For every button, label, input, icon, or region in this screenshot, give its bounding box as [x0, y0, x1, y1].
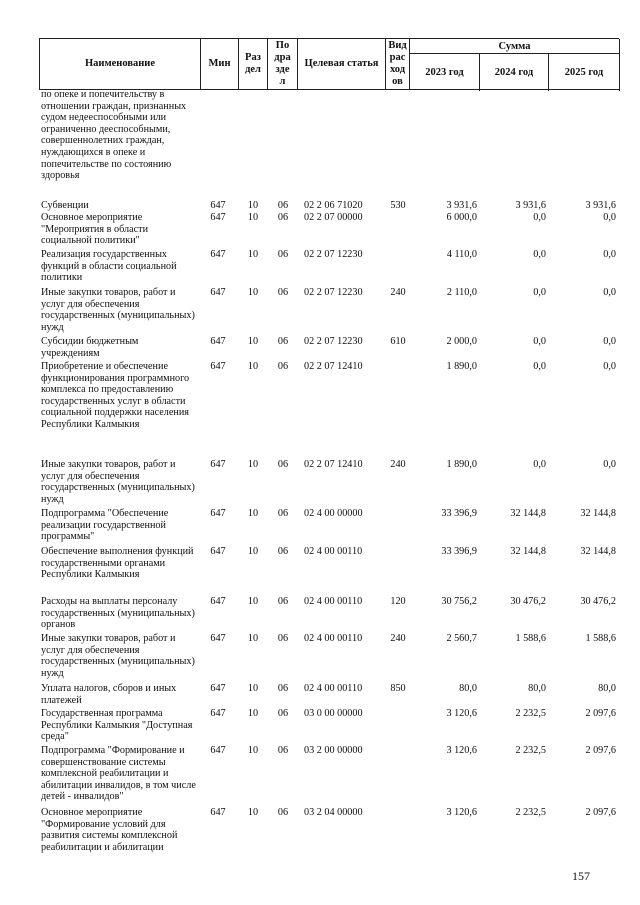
row-podrazdel: 06	[277, 508, 289, 519]
row-2024: 2 232,5	[515, 708, 546, 719]
row-2025: 3 931,6	[585, 200, 616, 211]
row-2024: 0,0	[533, 361, 546, 372]
row-razdel: 10	[247, 459, 259, 470]
row-vid: 530	[390, 200, 406, 211]
table-header	[39, 38, 619, 90]
row-razdel: 10	[247, 249, 259, 260]
row-2025: 0,0	[603, 459, 616, 470]
row-2025: 30 476,2	[580, 596, 616, 607]
row-min: 647	[210, 459, 226, 470]
row-2025: 0,0	[603, 336, 616, 347]
row-podrazdel: 06	[277, 200, 289, 211]
row-celevaya: 02 2 07 12230	[304, 336, 363, 347]
row-2023: 33 396,9	[441, 546, 477, 557]
row-2025: 0,0	[603, 212, 616, 223]
row-min: 647	[210, 200, 226, 211]
row-2023: 4 110,0	[446, 249, 477, 260]
row-2023: 30 756,2	[441, 596, 477, 607]
row-name: Основное мероприятие "Мероприятия в области социальной политики"	[41, 212, 149, 247]
header-2025: 2025 год	[564, 67, 604, 78]
row-razdel: 10	[247, 336, 259, 347]
row-min: 647	[210, 807, 226, 818]
row-celevaya: 02 2 07 12410	[304, 459, 363, 470]
row-name: Государственная программа Республики Калмыкия "Доступная среда"	[41, 708, 193, 743]
row-min: 647	[210, 633, 226, 644]
row-celevaya: 02 2 06 71020	[304, 200, 363, 211]
row-min: 647	[210, 508, 226, 519]
row-2024: 0,0	[533, 287, 546, 298]
row-name: Обеспечение выполнения функций государственными органами Республики Калмыкия	[41, 546, 194, 581]
row-podrazdel: 06	[277, 459, 289, 470]
row-2025: 0,0	[603, 249, 616, 260]
row-2025: 2 097,6	[585, 708, 616, 719]
row-celevaya: 03 0 00 00000	[304, 708, 363, 719]
row-podrazdel: 06	[277, 596, 289, 607]
row-2023: 3 931,6	[446, 200, 477, 211]
row-celevaya: 02 2 07 12230	[304, 287, 363, 298]
header-min: Мин	[201, 39, 239, 89]
row-razdel: 10	[247, 708, 259, 719]
row-name: Подпрограмма "Обеспечение реализации государственной программы"	[41, 508, 169, 543]
row-2023: 2 110,0	[446, 287, 477, 298]
row-vid: 240	[390, 633, 406, 644]
row-2025: 80,0	[598, 683, 616, 694]
row-celevaya: 03 2 00 00000	[304, 745, 363, 756]
row-razdel: 10	[247, 287, 259, 298]
row-min: 647	[210, 287, 226, 298]
row-min: 647	[210, 546, 226, 557]
row-celevaya: 02 4 00 00110	[304, 546, 363, 557]
row-2025: 0,0	[603, 361, 616, 372]
row-vid: 240	[390, 459, 406, 470]
row-2024: 2 232,5	[515, 745, 546, 756]
row-2024: 1 588,6	[515, 633, 546, 644]
row-2023: 2 560,7	[446, 633, 477, 644]
row-2024: 0,0	[533, 212, 546, 223]
row-name: Уплата налогов, сборов и иных платежей	[41, 683, 177, 706]
row-podrazdel: 06	[277, 249, 289, 260]
row-name: Расходы на выплаты персоналу государственных (муниципальных) органов	[41, 596, 195, 631]
row-celevaya: 02 2 07 12410	[304, 361, 363, 372]
header-razdel: Раз дел	[239, 39, 268, 89]
row-2023: 33 396,9	[441, 508, 477, 519]
row-razdel: 10	[247, 200, 259, 211]
row-min: 647	[210, 745, 226, 756]
row-razdel: 10	[247, 212, 259, 223]
row-razdel: 10	[247, 361, 259, 372]
row-celevaya: 02 4 00 00110	[304, 596, 363, 607]
row-min: 647	[210, 336, 226, 347]
row-2024: 80,0	[528, 683, 546, 694]
row-celevaya: 02 2 07 12230	[304, 249, 363, 260]
row-2024: 2 232,5	[515, 807, 546, 818]
row-2023: 3 120,6	[446, 807, 477, 818]
header-2024: 2024 год	[480, 54, 549, 91]
row-podrazdel: 06	[277, 807, 289, 818]
header-name: Наименование	[40, 39, 201, 89]
row-razdel: 10	[247, 633, 259, 644]
row-name: Приобретение и обеспечение функционирования программного комплекса по предоставлению государственных услуг в области социальной поддержки населения Республики Калмыкия	[41, 361, 190, 430]
header-summa: Сумма	[410, 39, 619, 54]
row-2024: 0,0	[533, 249, 546, 260]
page-number: 157	[572, 869, 590, 883]
row-podrazdel: 06	[277, 212, 289, 223]
row-2025: 32 144,8	[580, 508, 616, 519]
row-name: Основное мероприятие "Формирование условий для развития системы комплексной реабилитации и абилитации	[41, 807, 178, 853]
header-celevaya: Целевая статья	[298, 39, 386, 89]
row-2025: 1 588,6	[585, 633, 616, 644]
row-razdel: 10	[247, 508, 259, 519]
row-2023: 3 120,6	[446, 745, 477, 756]
row-podrazdel: 06	[277, 633, 289, 644]
row-min: 647	[210, 596, 226, 607]
row-vid: 240	[390, 287, 406, 298]
row-min: 647	[210, 708, 226, 719]
header-2023: 2023 год	[410, 54, 480, 91]
row-celevaya: 02 4 00 00110	[304, 683, 363, 694]
row-2023: 2 000,0	[446, 336, 477, 347]
row-2023: 6 000,0	[446, 212, 477, 223]
row-name: Субвенции	[41, 200, 89, 211]
row-2023: 1 890,0	[446, 459, 477, 470]
row-podrazdel: 06	[277, 287, 289, 298]
row-2023: 80,0	[459, 683, 477, 694]
row-name: Реализация государственных функций в области социальной политики	[41, 249, 177, 284]
header-vid: Вид рас ход ов	[386, 39, 410, 89]
row-podrazdel: 06	[277, 745, 289, 756]
row-celevaya: 02 4 00 00000	[304, 508, 363, 519]
row-2024: 0,0	[533, 336, 546, 347]
row-2025: 2 097,6	[585, 807, 616, 818]
row-podrazdel: 06	[277, 361, 289, 372]
row-2024: 3 931,6	[515, 200, 546, 211]
row-name: Иные закупки товаров, работ и услуг для обеспечения государственных (муниципальных) нужд	[41, 287, 195, 333]
row-name: Иные закупки товаров, работ и услуг для обеспечения государственных (муниципальных) нужд	[41, 633, 195, 679]
row-razdel: 10	[247, 683, 259, 694]
row-2024: 0,0	[533, 459, 546, 470]
row-2024: 30 476,2	[510, 596, 546, 607]
row-min: 647	[210, 683, 226, 694]
row-vid: 610	[390, 336, 406, 347]
row-vid: 850	[390, 683, 406, 694]
row-2025: 0,0	[603, 287, 616, 298]
row-podrazdel: 06	[277, 683, 289, 694]
row-celevaya: 03 2 04 00000	[304, 807, 363, 818]
row-razdel: 10	[247, 745, 259, 756]
row-2025: 2 097,6	[585, 745, 616, 756]
row-razdel: 10	[247, 546, 259, 557]
row-name: Субсидии бюджетным учреждениям	[41, 336, 139, 359]
row-min: 647	[210, 361, 226, 372]
row-podrazdel: 06	[277, 708, 289, 719]
row-2024: 32 144,8	[510, 508, 546, 519]
row-2023: 3 120,6	[446, 708, 477, 719]
header-summa-group	[410, 39, 620, 91]
row-min: 647	[210, 249, 226, 260]
row-min: 647	[210, 212, 226, 223]
row-podrazdel: 06	[277, 336, 289, 347]
row-2025: 32 144,8	[580, 546, 616, 557]
row-razdel: 10	[247, 807, 259, 818]
row-celevaya: 02 4 00 00110	[304, 633, 363, 644]
row-name: Иные закупки товаров, работ и услуг для обеспечения государственных (муниципальных) нужд	[41, 459, 195, 505]
row-podrazdel: 06	[277, 546, 289, 557]
header-podrazdel: По дра зде л	[268, 39, 298, 89]
row-2024: 32 144,8	[510, 546, 546, 557]
row-name: по опеке и попечительству в отношении граждан, признанных судом недееспособными или ограниченно дееспособными, совершеннолетних граждан, нуждающихся в опеке и попечительстве по состоянию здоровья	[41, 89, 187, 182]
row-2023: 1 890,0	[446, 361, 477, 372]
row-vid: 120	[390, 596, 406, 607]
row-razdel: 10	[247, 596, 259, 607]
row-celevaya: 02 2 07 00000	[304, 212, 363, 223]
row-name: Подпрограмма "Формирование и совершенствование системы комплексной реабилитации и абилитации инвалидов, в том числе детей - инвалидов"	[41, 745, 196, 803]
